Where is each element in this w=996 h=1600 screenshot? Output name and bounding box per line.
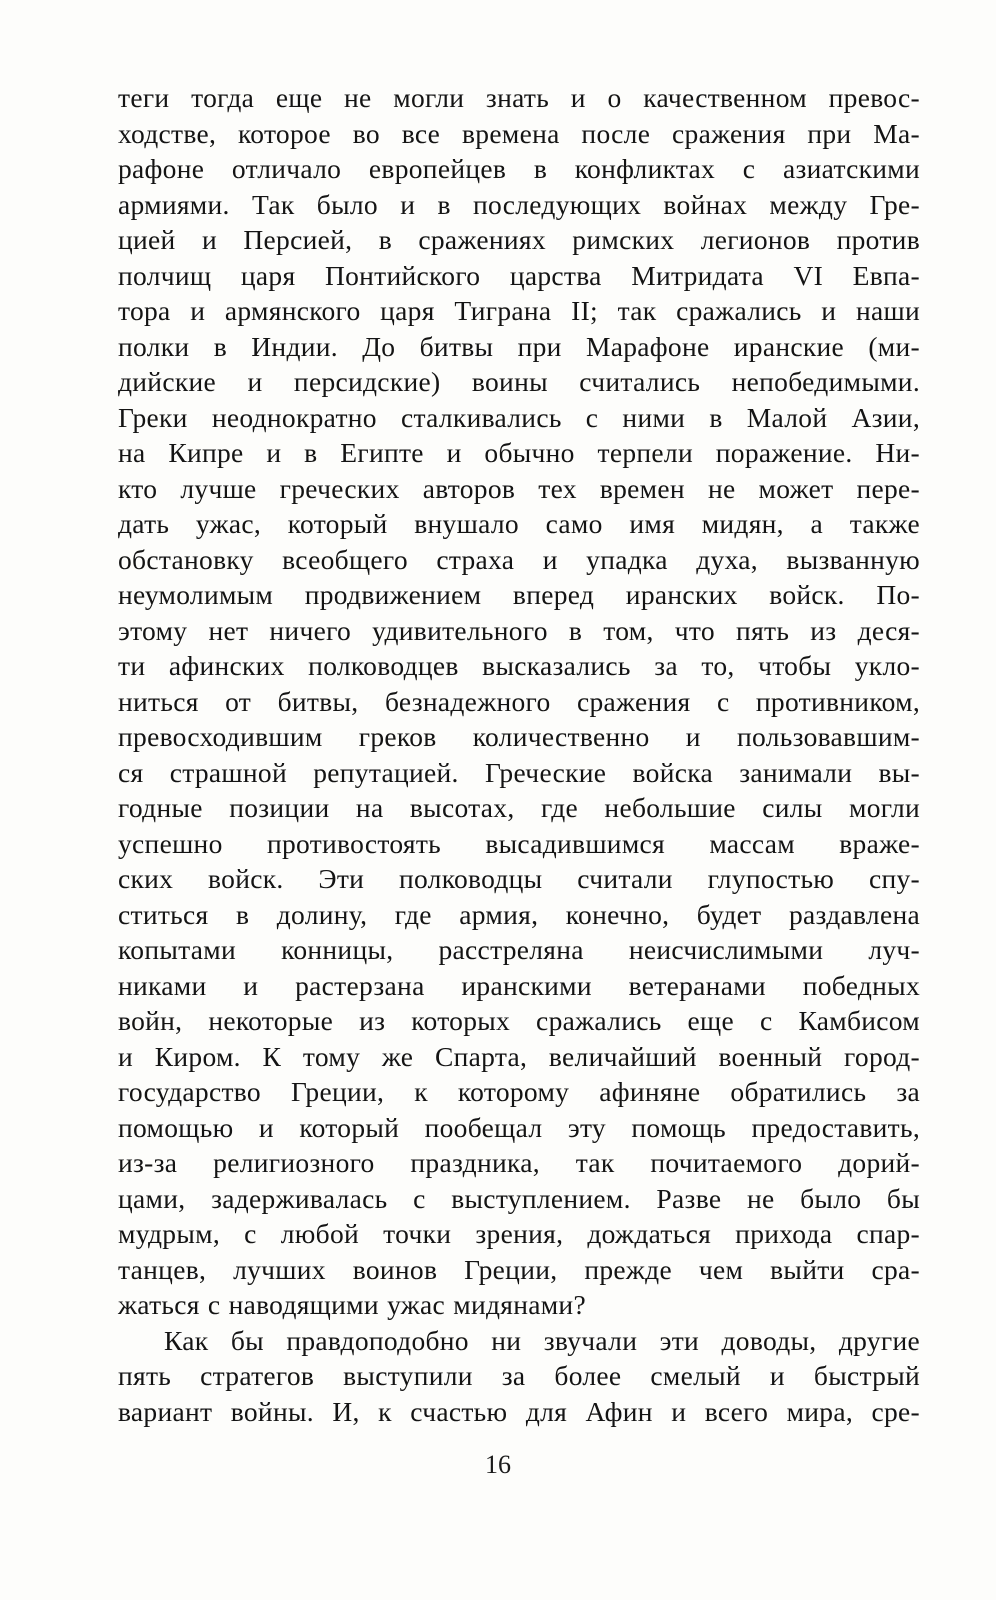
- text-line: помощью и который пообещал эту помощь предоставить,: [118, 1111, 920, 1143]
- text-line: войн, некоторые из которых сражались еще с Камбисом: [118, 1005, 920, 1036]
- page-text: [118, 80, 920, 1429]
- text-line: цами, задерживалась с выступлением. Разве не было бы: [118, 1182, 920, 1214]
- text-line: ходстве, которое во все времена после сражения при Ма-: [118, 117, 920, 149]
- text-line: дийские и персидские) воины считались непобедимыми.: [118, 366, 920, 397]
- text-line: обстановку всеобщего страха и упадка духа, вызванную: [118, 543, 920, 575]
- text-line: танцев, лучших воинов Греции, прежде чем выйти сра-: [118, 1253, 920, 1285]
- text-line: превосходившим греков количественно и пользовавшим-: [118, 721, 920, 752]
- text-line: полки в Индии. До битвы при Марафоне иранские (ми-: [118, 330, 920, 362]
- text-line: рафоне отличало европейцев в конфликтах с азиатскими: [118, 153, 920, 184]
- text-line: жаться с наводящими ужас мидянами?: [118, 1289, 586, 1320]
- text-line: этому нет ничего удивительного в том, что пять из деся-: [118, 614, 920, 646]
- text-line: ских войск. Эти полководцы считали глупостью спу-: [118, 863, 920, 894]
- text-line: неумолимым продвижением вперед иранских войск. По-: [118, 579, 920, 610]
- text-line: копытами конницы, расстреляна неисчислимыми луч-: [118, 934, 920, 965]
- text-line: никами и растерзана иранскими ветеранами победных: [118, 969, 920, 1001]
- text-line: ниться от битвы, безнадежного сражения с противником,: [118, 685, 920, 717]
- text-line: Как бы правдоподобно ни звучали эти доводы, другие: [164, 1324, 920, 1356]
- text-line: государство Греции, к которому афиняне обратились за: [118, 1076, 920, 1107]
- text-line: ститься в долину, где армия, конечно, будет раздавлена: [118, 898, 920, 930]
- text-line: полчищ царя Понтийского царства Митридата VI Евпа-: [118, 259, 920, 291]
- text-line: и Киром. К тому же Спарта, величайший военный город-: [118, 1040, 920, 1072]
- page-number: 16: [485, 1450, 511, 1479]
- text-line: ти афинских полководцев высказались за то, чтобы укло-: [118, 650, 920, 681]
- text-line: дать ужас, который внушало само имя мидян, а также: [118, 508, 920, 539]
- text-line: цией и Персией, в сражениях римских легионов против: [118, 224, 920, 255]
- text-line: вариант войны. И, к счастью для Афин и всего мира, сре-: [118, 1395, 920, 1427]
- text-line: Греки неоднократно сталкивались с ними в Малой Азии,: [118, 401, 920, 433]
- text-line: мудрым, с любой точки зрения, дождаться прихода спар-: [118, 1218, 920, 1249]
- text-line: из-за религиозного праздника, так почитаемого дорий-: [118, 1147, 920, 1178]
- text-line: на Кипре и в Египте и обычно терпели поражение. Ни-: [118, 437, 920, 468]
- text-line: тора и армянского царя Тиграна II; так сражались и наши: [118, 295, 920, 326]
- text-line: ся страшной репутацией. Греческие войска занимали вы-: [118, 756, 920, 788]
- text-line: пять стратегов выступили за более смелый и быстрый: [118, 1360, 920, 1391]
- text-line: кто лучше греческих авторов тех времен не может пере-: [118, 472, 920, 504]
- text-line: годные позиции на высотах, где небольшие силы могли: [118, 792, 920, 823]
- text-line: теги тогда еще не могли знать и о качественном превос-: [118, 82, 920, 113]
- text-line: армиями. Так было и в последующих войнах между Гре-: [118, 188, 920, 220]
- text-line: успешно противостоять высадившимся массам враже-: [118, 827, 920, 859]
